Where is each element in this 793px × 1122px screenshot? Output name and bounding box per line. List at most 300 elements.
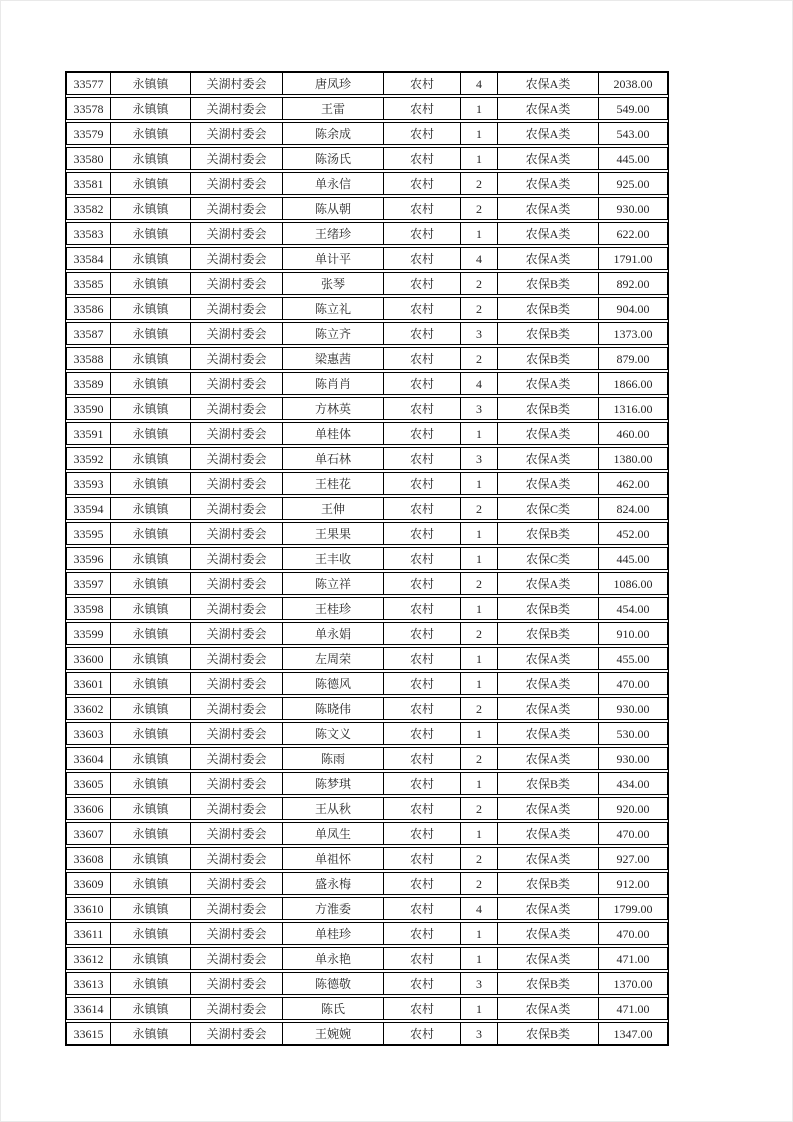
- cell-insurance-type: 农保C类: [498, 548, 599, 569]
- cell-amount: 879.00: [616, 351, 650, 366]
- cell-village-committee: 关湖村委会: [191, 873, 283, 894]
- table-row: [66, 572, 668, 595]
- cell-village-committee: 关湖村委会: [191, 373, 283, 394]
- cell-insurance-type: 农保B类: [498, 398, 599, 419]
- cell-residence-type: 农村: [384, 323, 461, 344]
- cell-residence-type: 农村: [384, 248, 461, 269]
- cell-insurance-type: 农保A类: [498, 448, 599, 469]
- cell-residence-type: 农村: [384, 398, 461, 419]
- cell-village-committee: 关湖村委会: [191, 473, 283, 494]
- cell-amount: 470.00: [616, 826, 650, 841]
- cell-amount: 1370.00: [613, 976, 653, 991]
- cell-town: 永镇镇: [111, 873, 191, 894]
- cell-insurance-type: 农保A类: [498, 848, 599, 869]
- cell-person-count: 1: [461, 598, 498, 619]
- table-row: [66, 972, 668, 995]
- cell-amount: 1347.00: [613, 1026, 653, 1041]
- table-row: [66, 547, 668, 570]
- cell-amount: 920.00: [616, 801, 650, 816]
- cell-record-id: 33613: [67, 973, 111, 994]
- cell-person-name: 单永信: [283, 173, 384, 194]
- table-row: [66, 222, 668, 245]
- table-row: [66, 747, 668, 770]
- cell-village-committee: 关湖村委会: [191, 1023, 283, 1044]
- cell-village-committee: 关湖村委会: [191, 698, 283, 719]
- cell-person-name: 陈立礼: [283, 298, 384, 319]
- cell-amount: 927.00: [616, 851, 650, 866]
- cell-person-name: 盛永梅: [283, 873, 384, 894]
- cell-residence-type: 农村: [384, 223, 461, 244]
- cell-person-count: 1: [461, 723, 498, 744]
- table-row: [66, 697, 668, 720]
- cell-person-name: 陈晓伟: [283, 698, 384, 719]
- cell-insurance-type: 农保A类: [498, 748, 599, 769]
- cell-village-committee: 关湖村委会: [191, 748, 283, 769]
- cell-town: 永镇镇: [111, 1023, 191, 1044]
- cell-village-committee: 关湖村委会: [191, 673, 283, 694]
- cell-town: 永镇镇: [111, 573, 191, 594]
- cell-insurance-type: 农保A类: [498, 473, 599, 494]
- cell-town: 永镇镇: [111, 98, 191, 119]
- cell-town: 永镇镇: [111, 148, 191, 169]
- table-row: [66, 622, 668, 645]
- cell-town: 永镇镇: [111, 248, 191, 269]
- cell-village-committee: 关湖村委会: [191, 198, 283, 219]
- cell-person-count: 1: [461, 998, 498, 1019]
- cell-record-id: 33607: [67, 823, 111, 844]
- cell-amount: 622.00: [616, 226, 650, 241]
- cell-person-name: 陈雨: [283, 748, 384, 769]
- cell-person-count: 1: [461, 948, 498, 969]
- cell-insurance-type: 农保A类: [498, 373, 599, 394]
- cell-residence-type: 农村: [384, 698, 461, 719]
- cell-village-committee: 关湖村委会: [191, 948, 283, 969]
- cell-insurance-type: 农保B类: [498, 973, 599, 994]
- cell-village-committee: 关湖村委会: [191, 423, 283, 444]
- cell-insurance-type: 农保B类: [498, 323, 599, 344]
- cell-record-id: 33585: [67, 273, 111, 294]
- cell-person-count: 2: [461, 573, 498, 594]
- cell-residence-type: 农村: [384, 648, 461, 669]
- table-row: [66, 447, 668, 470]
- cell-residence-type: 农村: [384, 848, 461, 869]
- cell-residence-type: 农村: [384, 823, 461, 844]
- cell-person-name: 单永娟: [283, 623, 384, 644]
- cell-person-count: 4: [461, 73, 498, 94]
- cell-record-id: 33588: [67, 348, 111, 369]
- cell-amount: 455.00: [616, 651, 650, 666]
- cell-insurance-type: 农保A类: [498, 698, 599, 719]
- cell-insurance-type: 农保A类: [498, 73, 599, 94]
- cell-person-count: 4: [461, 248, 498, 269]
- cell-village-committee: 关湖村委会: [191, 148, 283, 169]
- cell-village-committee: 关湖村委会: [191, 348, 283, 369]
- cell-town: 永镇镇: [111, 123, 191, 144]
- cell-insurance-type: 农保B类: [498, 873, 599, 894]
- cell-record-id: 33610: [67, 898, 111, 919]
- cell-record-id: 33608: [67, 848, 111, 869]
- cell-amount: 1316.00: [613, 401, 653, 416]
- cell-person-name: 陈文义: [283, 723, 384, 744]
- cell-person-name: 王绪珍: [283, 223, 384, 244]
- cell-residence-type: 农村: [384, 148, 461, 169]
- cell-amount: 452.00: [616, 526, 650, 541]
- cell-record-id: 33590: [67, 398, 111, 419]
- cell-amount: 892.00: [616, 276, 650, 291]
- cell-town: 永镇镇: [111, 848, 191, 869]
- cell-insurance-type: 农保A类: [498, 573, 599, 594]
- cell-insurance-type: 农保C类: [498, 498, 599, 519]
- cell-record-id: 33603: [67, 723, 111, 744]
- table-row: [66, 797, 668, 820]
- cell-village-committee: 关湖村委会: [191, 573, 283, 594]
- cell-town: 永镇镇: [111, 998, 191, 1019]
- cell-person-count: 1: [461, 923, 498, 944]
- cell-person-count: 3: [461, 448, 498, 469]
- cell-residence-type: 农村: [384, 348, 461, 369]
- cell-residence-type: 农村: [384, 198, 461, 219]
- cell-amount: 530.00: [616, 726, 650, 741]
- cell-amount: 434.00: [616, 776, 650, 791]
- cell-person-count: 1: [461, 648, 498, 669]
- cell-amount: 1866.00: [613, 376, 653, 391]
- cell-residence-type: 农村: [384, 623, 461, 644]
- cell-insurance-type: 农保A类: [498, 98, 599, 119]
- table-row: [66, 397, 668, 420]
- cell-person-name: 陈余成: [283, 123, 384, 144]
- cell-record-id: 33589: [67, 373, 111, 394]
- table-row: [66, 472, 668, 495]
- cell-village-committee: 关湖村委会: [191, 98, 283, 119]
- cell-insurance-type: 农保A类: [498, 173, 599, 194]
- cell-insurance-type: 农保A类: [498, 998, 599, 1019]
- cell-residence-type: 农村: [384, 1023, 461, 1044]
- cell-town: 永镇镇: [111, 398, 191, 419]
- cell-amount: 930.00: [616, 751, 650, 766]
- cell-insurance-type: 农保A类: [498, 123, 599, 144]
- table-row: [66, 297, 668, 320]
- cell-amount: 1380.00: [613, 451, 653, 466]
- cell-town: 永镇镇: [111, 548, 191, 569]
- cell-town: 永镇镇: [111, 598, 191, 619]
- cell-person-count: 2: [461, 173, 498, 194]
- cell-residence-type: 农村: [384, 898, 461, 919]
- cell-record-id: 33581: [67, 173, 111, 194]
- cell-record-id: 33598: [67, 598, 111, 619]
- cell-residence-type: 农村: [384, 923, 461, 944]
- table-row: [66, 322, 668, 345]
- cell-insurance-type: 农保B类: [498, 298, 599, 319]
- cell-person-name: 单桂体: [283, 423, 384, 444]
- cell-person-name: 单祖怀: [283, 848, 384, 869]
- cell-town: 永镇镇: [111, 423, 191, 444]
- cell-record-id: 33611: [67, 923, 111, 944]
- cell-village-committee: 关湖村委会: [191, 123, 283, 144]
- cell-insurance-type: 农保A类: [498, 823, 599, 844]
- cell-person-name: 王雷: [283, 98, 384, 119]
- cell-person-count: 1: [461, 673, 498, 694]
- cell-village-committee: 关湖村委会: [191, 923, 283, 944]
- table-row: [66, 822, 668, 845]
- cell-town: 永镇镇: [111, 173, 191, 194]
- cell-record-id: 33586: [67, 298, 111, 319]
- cell-amount: 1373.00: [613, 326, 653, 341]
- cell-residence-type: 农村: [384, 873, 461, 894]
- table-row: [66, 722, 668, 745]
- cell-village-committee: 关湖村委会: [191, 898, 283, 919]
- cell-record-id: 33600: [67, 648, 111, 669]
- cell-record-id: 33584: [67, 248, 111, 269]
- cell-person-name: 王从秋: [283, 798, 384, 819]
- cell-person-name: 王婉婉: [283, 1023, 384, 1044]
- cell-town: 永镇镇: [111, 298, 191, 319]
- cell-amount: 462.00: [616, 476, 650, 491]
- cell-record-id: 33602: [67, 698, 111, 719]
- cell-town: 永镇镇: [111, 223, 191, 244]
- cell-person-name: 张琴: [283, 273, 384, 294]
- cell-village-committee: 关湖村委会: [191, 223, 283, 244]
- cell-record-id: 33597: [67, 573, 111, 594]
- cell-town: 永镇镇: [111, 723, 191, 744]
- cell-record-id: 33614: [67, 998, 111, 1019]
- cell-person-count: 4: [461, 373, 498, 394]
- cell-person-count: 2: [461, 748, 498, 769]
- cell-amount: 454.00: [616, 601, 650, 616]
- cell-village-committee: 关湖村委会: [191, 973, 283, 994]
- cell-person-count: 2: [461, 798, 498, 819]
- cell-amount: 930.00: [616, 201, 650, 216]
- cell-town: 永镇镇: [111, 773, 191, 794]
- cell-amount: 471.00: [616, 1001, 650, 1016]
- cell-person-count: 2: [461, 873, 498, 894]
- table-row: [66, 772, 668, 795]
- cell-town: 永镇镇: [111, 823, 191, 844]
- cell-record-id: 33592: [67, 448, 111, 469]
- cell-insurance-type: 农保A类: [498, 648, 599, 669]
- cell-amount: 912.00: [616, 876, 650, 891]
- cell-person-name: 陈氏: [283, 998, 384, 1019]
- cell-person-count: 3: [461, 973, 498, 994]
- cell-person-count: 1: [461, 548, 498, 569]
- cell-residence-type: 农村: [384, 973, 461, 994]
- cell-amount: 543.00: [616, 126, 650, 141]
- cell-town: 永镇镇: [111, 73, 191, 94]
- cell-residence-type: 农村: [384, 473, 461, 494]
- table-row: [66, 872, 668, 895]
- cell-residence-type: 农村: [384, 498, 461, 519]
- cell-residence-type: 农村: [384, 548, 461, 569]
- cell-person-name: 陈德风: [283, 673, 384, 694]
- table-row: [66, 347, 668, 370]
- cell-town: 永镇镇: [111, 948, 191, 969]
- cell-record-id: 33577: [67, 73, 111, 94]
- cell-person-name: 王桂花: [283, 473, 384, 494]
- cell-residence-type: 农村: [384, 423, 461, 444]
- cell-person-name: 王丰收: [283, 548, 384, 569]
- cell-record-id: 33612: [67, 948, 111, 969]
- table-row: [66, 897, 668, 920]
- table-row: [66, 422, 668, 445]
- cell-record-id: 33595: [67, 523, 111, 544]
- cell-person-count: 3: [461, 1023, 498, 1044]
- cell-amount: 470.00: [616, 676, 650, 691]
- cell-amount: 445.00: [616, 151, 650, 166]
- cell-person-count: 2: [461, 273, 498, 294]
- cell-town: 永镇镇: [111, 348, 191, 369]
- cell-town: 永镇镇: [111, 523, 191, 544]
- cell-insurance-type: 农保B类: [498, 523, 599, 544]
- cell-village-committee: 关湖村委会: [191, 723, 283, 744]
- cell-insurance-type: 农保A类: [498, 248, 599, 269]
- cell-insurance-type: 农保A类: [498, 723, 599, 744]
- cell-village-committee: 关湖村委会: [191, 523, 283, 544]
- cell-village-committee: 关湖村委会: [191, 623, 283, 644]
- table-row: [66, 997, 668, 1020]
- cell-person-name: 单永艳: [283, 948, 384, 969]
- cell-insurance-type: 农保A类: [498, 923, 599, 944]
- cell-village-committee: 关湖村委会: [191, 73, 283, 94]
- cell-person-count: 2: [461, 198, 498, 219]
- table-row: [66, 97, 668, 120]
- cell-record-id: 33599: [67, 623, 111, 644]
- cell-residence-type: 农村: [384, 123, 461, 144]
- cell-record-id: 33580: [67, 148, 111, 169]
- cell-person-name: 陈立齐: [283, 323, 384, 344]
- table-row: [66, 197, 668, 220]
- cell-amount: 925.00: [616, 176, 650, 191]
- cell-residence-type: 农村: [384, 723, 461, 744]
- cell-residence-type: 农村: [384, 448, 461, 469]
- cell-record-id: 33591: [67, 423, 111, 444]
- cell-village-committee: 关湖村委会: [191, 173, 283, 194]
- cell-person-count: 2: [461, 848, 498, 869]
- cell-record-id: 33578: [67, 98, 111, 119]
- cell-village-committee: 关湖村委会: [191, 798, 283, 819]
- cell-residence-type: 农村: [384, 523, 461, 544]
- cell-town: 永镇镇: [111, 323, 191, 344]
- cell-person-name: 单计平: [283, 248, 384, 269]
- cell-residence-type: 农村: [384, 298, 461, 319]
- cell-person-count: 1: [461, 148, 498, 169]
- cell-person-count: 2: [461, 498, 498, 519]
- cell-residence-type: 农村: [384, 173, 461, 194]
- cell-person-count: 4: [461, 898, 498, 919]
- cell-residence-type: 农村: [384, 998, 461, 1019]
- cell-person-name: 王伸: [283, 498, 384, 519]
- table-row: [66, 272, 668, 295]
- cell-insurance-type: 农保B类: [498, 348, 599, 369]
- cell-village-committee: 关湖村委会: [191, 823, 283, 844]
- cell-person-name: 陈汤氏: [283, 148, 384, 169]
- table-row: [66, 72, 668, 95]
- cell-person-name: 单桂珍: [283, 923, 384, 944]
- cell-person-count: 1: [461, 223, 498, 244]
- cell-insurance-type: 农保A类: [498, 198, 599, 219]
- cell-residence-type: 农村: [384, 73, 461, 94]
- cell-record-id: 33582: [67, 198, 111, 219]
- cell-village-committee: 关湖村委会: [191, 998, 283, 1019]
- cell-person-count: 2: [461, 623, 498, 644]
- cell-insurance-type: 农保B类: [498, 273, 599, 294]
- cell-record-id: 33609: [67, 873, 111, 894]
- cell-residence-type: 农村: [384, 98, 461, 119]
- cell-person-count: 1: [461, 98, 498, 119]
- cell-town: 永镇镇: [111, 748, 191, 769]
- cell-amount: 445.00: [616, 551, 650, 566]
- cell-town: 永镇镇: [111, 623, 191, 644]
- cell-amount: 460.00: [616, 426, 650, 441]
- cell-amount: 910.00: [616, 626, 650, 641]
- cell-town: 永镇镇: [111, 973, 191, 994]
- cell-village-committee: 关湖村委会: [191, 598, 283, 619]
- cell-person-name: 单石林: [283, 448, 384, 469]
- cell-residence-type: 农村: [384, 273, 461, 294]
- cell-residence-type: 农村: [384, 948, 461, 969]
- cell-village-committee: 关湖村委会: [191, 448, 283, 469]
- cell-town: 永镇镇: [111, 498, 191, 519]
- cell-person-name: 方淮委: [283, 898, 384, 919]
- cell-village-committee: 关湖村委会: [191, 648, 283, 669]
- cell-person-name: 方林英: [283, 398, 384, 419]
- cell-person-count: 2: [461, 298, 498, 319]
- cell-town: 永镇镇: [111, 473, 191, 494]
- cell-record-id: 33615: [67, 1023, 111, 1044]
- table-row: [66, 922, 668, 945]
- cell-insurance-type: 农保B类: [498, 598, 599, 619]
- cell-residence-type: 农村: [384, 673, 461, 694]
- cell-town: 永镇镇: [111, 273, 191, 294]
- table-row: [66, 847, 668, 870]
- cell-person-count: 2: [461, 698, 498, 719]
- cell-person-count: 1: [461, 823, 498, 844]
- cell-village-committee: 关湖村委会: [191, 848, 283, 869]
- table-row: [66, 247, 668, 270]
- table-row: [66, 597, 668, 620]
- cell-insurance-type: 农保A类: [498, 948, 599, 969]
- cell-residence-type: 农村: [384, 373, 461, 394]
- cell-amount: 930.00: [616, 701, 650, 716]
- cell-person-count: 3: [461, 398, 498, 419]
- cell-person-name: 王果果: [283, 523, 384, 544]
- cell-person-count: 2: [461, 348, 498, 369]
- cell-village-committee: 关湖村委会: [191, 298, 283, 319]
- benefits-table: [65, 71, 669, 1046]
- cell-amount: 1799.00: [613, 901, 653, 916]
- cell-person-count: 1: [461, 523, 498, 544]
- cell-person-count: 1: [461, 423, 498, 444]
- cell-town: 永镇镇: [111, 898, 191, 919]
- cell-village-committee: 关湖村委会: [191, 248, 283, 269]
- cell-village-committee: 关湖村委会: [191, 773, 283, 794]
- cell-amount: 1791.00: [613, 251, 653, 266]
- cell-village-committee: 关湖村委会: [191, 398, 283, 419]
- cell-person-name: 梁惠茜: [283, 348, 384, 369]
- cell-record-id: 33604: [67, 748, 111, 769]
- table-row: [66, 522, 668, 545]
- cell-person-name: 单凤生: [283, 823, 384, 844]
- cell-insurance-type: 农保A类: [498, 423, 599, 444]
- cell-amount: 471.00: [616, 951, 650, 966]
- table-row: [66, 947, 668, 970]
- table-row: [66, 372, 668, 395]
- cell-amount: 549.00: [616, 101, 650, 116]
- cell-amount: 904.00: [616, 301, 650, 316]
- cell-person-name: 陈肖肖: [283, 373, 384, 394]
- cell-town: 永镇镇: [111, 198, 191, 219]
- cell-residence-type: 农村: [384, 773, 461, 794]
- cell-town: 永镇镇: [111, 673, 191, 694]
- cell-person-count: 1: [461, 473, 498, 494]
